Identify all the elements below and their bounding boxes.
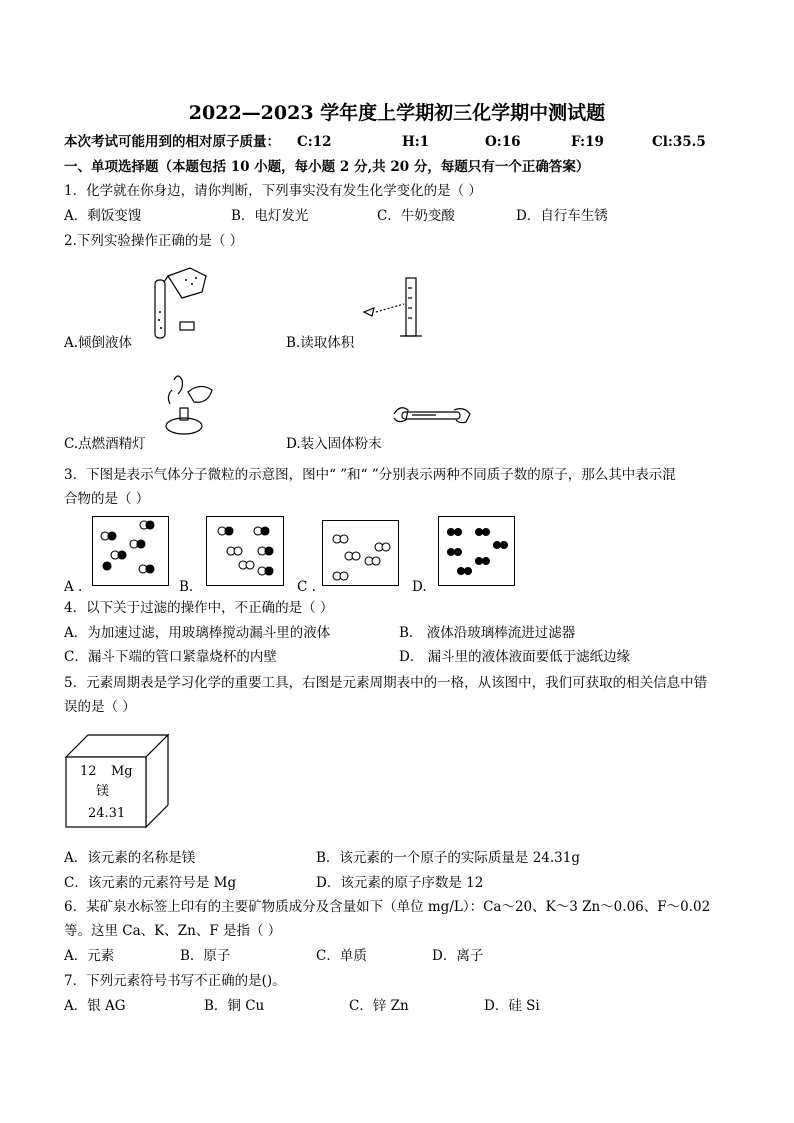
atomic-mass-c: C:12 bbox=[297, 134, 332, 150]
q6-option-b: B．原子 bbox=[180, 948, 231, 964]
q2-option-d: D.装入固体粉末 bbox=[286, 436, 382, 452]
atomic-mass-h: H:1 bbox=[402, 134, 430, 150]
q4-option-d: D． 漏斗里的液体液面要低于滤纸边缘 bbox=[399, 649, 631, 665]
q3-option-a: A . bbox=[64, 579, 83, 595]
q4-stem: 4．以下关于过滤的操作中，不正确的是（ ） bbox=[64, 600, 334, 616]
element-symbol: Mg bbox=[111, 764, 133, 779]
q1-option-c: C．牛奶变酸 bbox=[377, 208, 455, 224]
pouring-liquid-figure bbox=[150, 262, 220, 342]
q2-option-b: B.读取体积 bbox=[286, 335, 355, 351]
q5-stem-line1: 5．元素周期表是学习化学的重要工具，右图是元素周期表中的一格，从该图中，我们可获取的相关信息中错 bbox=[64, 675, 708, 691]
q3-option-d: D. bbox=[412, 579, 427, 595]
q5-option-b: B．该元素的一个原子的实际质量是 24.31g bbox=[316, 850, 581, 866]
q7-option-c: C．锌 Zn bbox=[349, 998, 409, 1014]
element-atomic-number: 12 bbox=[80, 764, 97, 779]
q4-option-c: C．漏斗下端的管口紧靠烧杯的内壁 bbox=[64, 649, 277, 665]
solid-powder-figure bbox=[392, 400, 472, 436]
q2-option-c: C.点燃酒精灯 bbox=[64, 436, 146, 452]
element-atomic-mass: 24.31 bbox=[88, 806, 126, 821]
q7-stem: 7．下列元素符号书写不正确的是()。 bbox=[64, 973, 286, 989]
q5-option-c: C．该元素的元素符号是 Mg bbox=[64, 875, 237, 891]
molecule-diagram-c bbox=[322, 520, 399, 586]
q4-option-b: B． 液体沿玻璃棒流进过滤器 bbox=[399, 625, 576, 641]
page-title: 2022—2023 学年度上学期初三化学期中测试题 bbox=[188, 102, 606, 124]
section-heading: 一、单项选择题（本题包括 10 小题，每小题 2 分,共 20 分，每题只有一个正确答案） bbox=[64, 159, 590, 175]
q2-stem: 2.下列实验操作正确的是（ ） bbox=[64, 233, 244, 249]
molecule-diagram-a bbox=[92, 516, 169, 586]
q5-stem-line2: 误的是（ ） bbox=[64, 699, 136, 715]
q7-option-a: A．银 AG bbox=[64, 998, 126, 1014]
q1-option-b: B．电灯发光 bbox=[231, 208, 309, 224]
atomic-mass-cl: Cl:35.5 bbox=[652, 134, 706, 150]
q6-option-d: D．离子 bbox=[432, 948, 484, 964]
q1-option-a: A．剩饭变馊 bbox=[64, 208, 142, 224]
molecule-diagram-d bbox=[438, 516, 515, 586]
q7-option-b: B．铜 Cu bbox=[204, 998, 265, 1014]
q3-stem-line1: 3．下图是表示气体分子微粒的示意图，图中“ ”和“ ”分别表示两种不同质子数的原子，那么其中表示混 bbox=[64, 467, 676, 483]
element-name: 镁 bbox=[96, 784, 110, 799]
q5-option-d: D．该元素的原子序数是 12 bbox=[316, 875, 484, 891]
q3-stem-line2: 合物的是（ ） bbox=[64, 491, 150, 507]
atomic-mass-label: 本次考试可能用到的相对原子质量： bbox=[64, 134, 280, 150]
q6-stem-line1: 6．某矿泉水标签上印有的主要矿物质成分及含量如下（单位 mg/L）：Ca～20、K～3 Zn～0.06、F～0.02 bbox=[64, 899, 711, 915]
q2-option-a: A.倾倒液体 bbox=[64, 335, 133, 351]
q4-option-a: A．为加速过滤，用玻璃棒搅动漏斗里的液体 bbox=[64, 625, 331, 641]
q6-stem-line2: 等。这里 Ca、K、Zn、F 是指（ ） bbox=[64, 923, 282, 939]
molecule-diagram-b bbox=[206, 516, 284, 586]
q1-option-d: D．自行车生锈 bbox=[516, 208, 608, 224]
alcohol-lamp-figure bbox=[160, 368, 230, 440]
q6-option-a: A．元素 bbox=[64, 948, 115, 964]
reading-volume-figure bbox=[360, 268, 460, 340]
atomic-mass-o: O:16 bbox=[485, 134, 521, 150]
q7-option-d: D．硅 Si bbox=[484, 998, 540, 1014]
q6-option-c: C．单质 bbox=[316, 948, 367, 964]
q3-option-c: C . bbox=[297, 579, 316, 595]
q5-option-a: A．该元素的名称是镁 bbox=[64, 850, 196, 866]
q3-option-b: B. bbox=[179, 579, 194, 595]
q1-stem: 1．化学就在你身边，请你判断，下列事实没有发生化学变化的是（ ） bbox=[64, 183, 482, 199]
atomic-mass-f: F:19 bbox=[571, 134, 604, 150]
